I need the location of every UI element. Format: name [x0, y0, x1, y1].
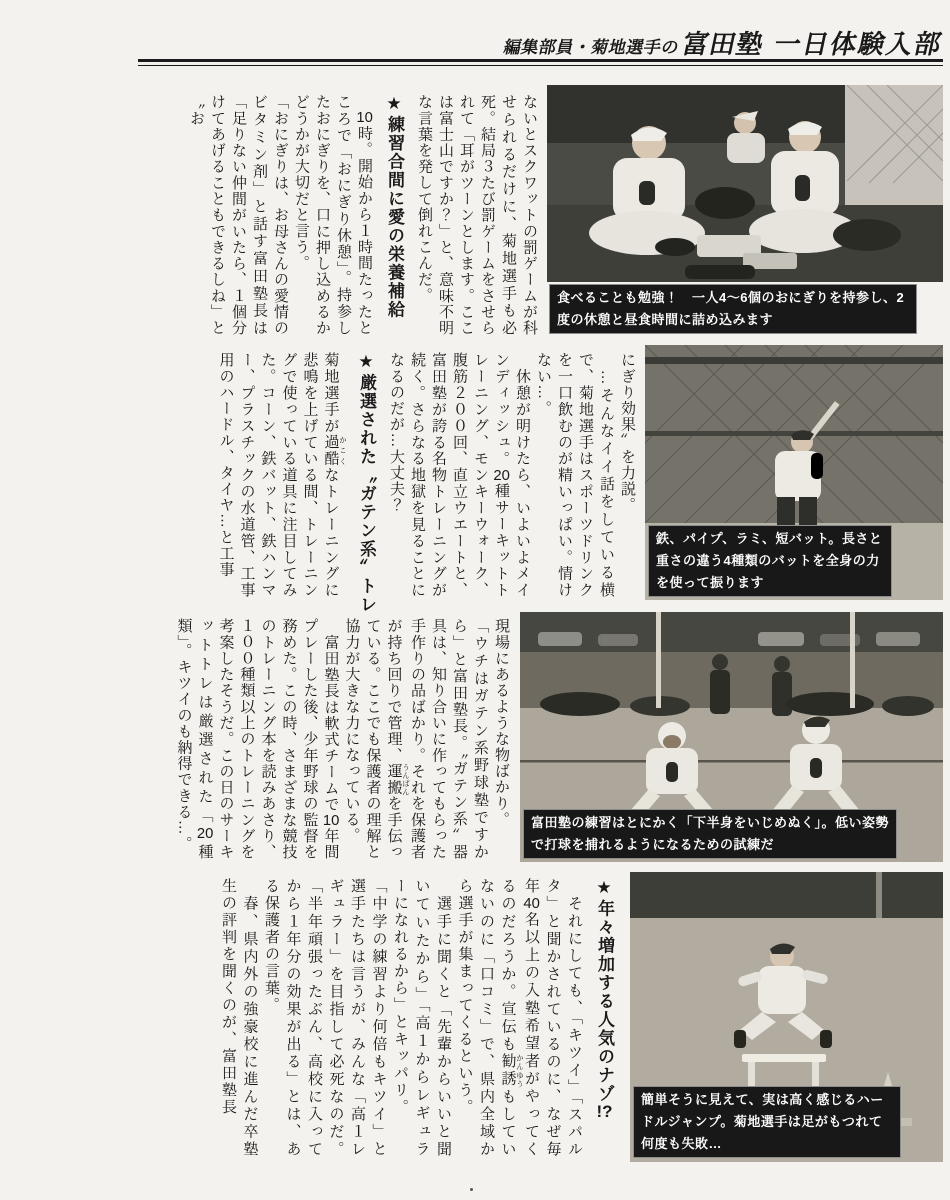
tate-chu-yoko-number: 40 [523, 895, 540, 911]
article-band-popularity [62, 878, 624, 1158]
article-paragraph: 現場にあるような物ばかり。 [493, 618, 510, 828]
tate-chu-yoko-number: 10 [322, 812, 340, 828]
article-band-gaten-training [62, 352, 638, 614]
scan-artifact-dot [470, 1188, 473, 1191]
section-heading: ★厳選された〝ガテン系〟トレ [357, 352, 376, 614]
article-paragraph: 「中学の練習より何倍もキツイ」と選手たちは言うが、みんな「高１レギュラー」を目指して必死なのだ。「半年頑張ったぶん、高校に入ってから１年分の効果が出る」とは、ある保護者の言葉。 [263, 878, 388, 1158]
section-heading: ★練習合間に愛の栄養補給 [385, 94, 404, 319]
rope-line [520, 760, 943, 763]
pole-right [850, 612, 855, 708]
tate-chu-yoko-number: 20 [493, 467, 510, 483]
article-paragraph: 春、県内外の強豪校に進んだ卒塾生の評判を聞くのが、富田塾長 [220, 878, 259, 1158]
article-paragraph: …そんなイイ話をしている横で、菊地選手はスポーツドリンクを一口飲むのが精いっぱい。情けない…。 [535, 352, 615, 598]
article-band-nutrition [62, 94, 540, 336]
photo-onigiri-break [547, 85, 943, 282]
pole [876, 872, 882, 918]
article-band-handmade-gear [62, 618, 512, 860]
photo-squat-caption: 富田塾の練習はとにかく「下半身をいじめぬく」。低い姿勢で打球を捕れるようになるための試練だ [523, 809, 897, 859]
tate-chu-yoko-number: !? [596, 1103, 613, 1120]
photo-hurdle-caption: 簡単そうに見えて、実は高く感じるハードルジャンプ。菊地選手は足がもつれて何度も失敗… [633, 1086, 901, 1158]
ruby-annotation: 運搬 うんぱん [385, 763, 411, 796]
header-subtitle: 一日体験入部 [771, 29, 946, 59]
header-title: 富田塾 [679, 29, 767, 59]
photo-onigiri-caption: 食べることも勉強！ 一人4～6個のおにぎりを持参し、2度の休憩と昼食時間に詰め込みます [549, 284, 917, 334]
header-kicker: 編集部員・菊地選手の [501, 38, 681, 57]
article-paragraph: にぎり効果〟を力説。 [619, 352, 636, 513]
article-paragraph: ないとスクワットの罰ゲームが科せられるだけに、菊地選手も必死。結局３たび罰ゲームをさせられて「耳がツーンとします。ここは富士山ですか？」と、意味不明な言葉を発して倒れこんだ。 [416, 94, 538, 336]
article-paragraph: それにしても、「キツイ」「スパルタ」と聞かされているのに、なぜ毎年40名以上の入塾希望者がやってくるのだろうか。宣伝も勧誘 かんゆうもしていないのに「口コミ」で、県内全域から選手が集まってくるという。 [456, 878, 583, 1159]
pole-left [656, 612, 661, 708]
article-paragraph: 「おにぎりは、お母さんの愛情のビタミン剤」と話す富田塾長は「足りない仲間がいたら、１個分けてあげることもできるしね」と〝お [188, 94, 289, 336]
photo-bat-swing-caption: 鉄、パイプ、ラミ、短バット。長さと重さの違う4種類のバットを全身の力を使って振ります [648, 525, 892, 597]
page-header [126, 24, 947, 61]
section-heading: ★年々増加する人気のナゾ!? [595, 878, 614, 1120]
article-paragraph: 富田塾長は軟式チームで10年間プレーした後、少年野球の監督を務めた。この時、さまざまな競技のトレーニング本を読みあさり、１００種類以上のトレーニングを考案したそうだ。この日のサーキットトレは厳選された「20種類」。キツイのも納得できる…。 [175, 618, 340, 861]
photo-hurdle-jump [630, 872, 943, 1162]
tate-chu-yoko-number: 20 [196, 826, 214, 842]
photo-bat-swing [645, 345, 943, 600]
ruby-annotation: 過酷 かこく [322, 434, 348, 467]
article-paragraph: 「ウチはガテン系野球塾ですから」と富田塾長。〝ガテン系〟器具は、知り合いに作ってもらった手作りの品ばかり。それを保護者が持ち回りで管理、運搬 うんぱんを手伝っている。ここでも保護者の理解と協力が大きな力になっている。 [343, 618, 489, 861]
rule-thick-line [138, 59, 943, 62]
article-paragraph: 10時。開始から１時間たったところで「おにぎり休憩」。持参したおにぎりを、口に押し込めるかどうかが大切だと言う。 [293, 94, 373, 336]
photo-squat-drill [520, 612, 943, 862]
tate-chu-yoko-number: 10 [356, 110, 373, 126]
article-paragraph: 選手に聞くと「先輩からいいと聞いていたから」「高１からレギュラーになれるから」とキッパリ。 [392, 878, 452, 1158]
rule-thin-line [138, 65, 943, 66]
article-paragraph: 休憩が明けたら、いよいよメインディッシュ。20種サーキットトレーニング、モンキーウォーク、腹筋２００回、直立ウエートと、富田塾が誇る名物トレーニングが続く。さらなる地獄を見ることになるのだが…大丈夫？ [388, 352, 531, 598]
article-paragraph: 菊地選手が過酷 かこくなトレーニングに悲鳴を上げている間、トレーニングで使っている道具に注目してみた。コーン、鉄バット、鉄ハンマー、プラスチックの水道管、工事用のハードル、タイヤ…と工事 [217, 352, 348, 598]
photo-onigiri-break-image [547, 85, 943, 282]
header-double-rule [138, 59, 943, 66]
ruby-annotation: 勧誘 かんゆう [499, 1053, 525, 1089]
